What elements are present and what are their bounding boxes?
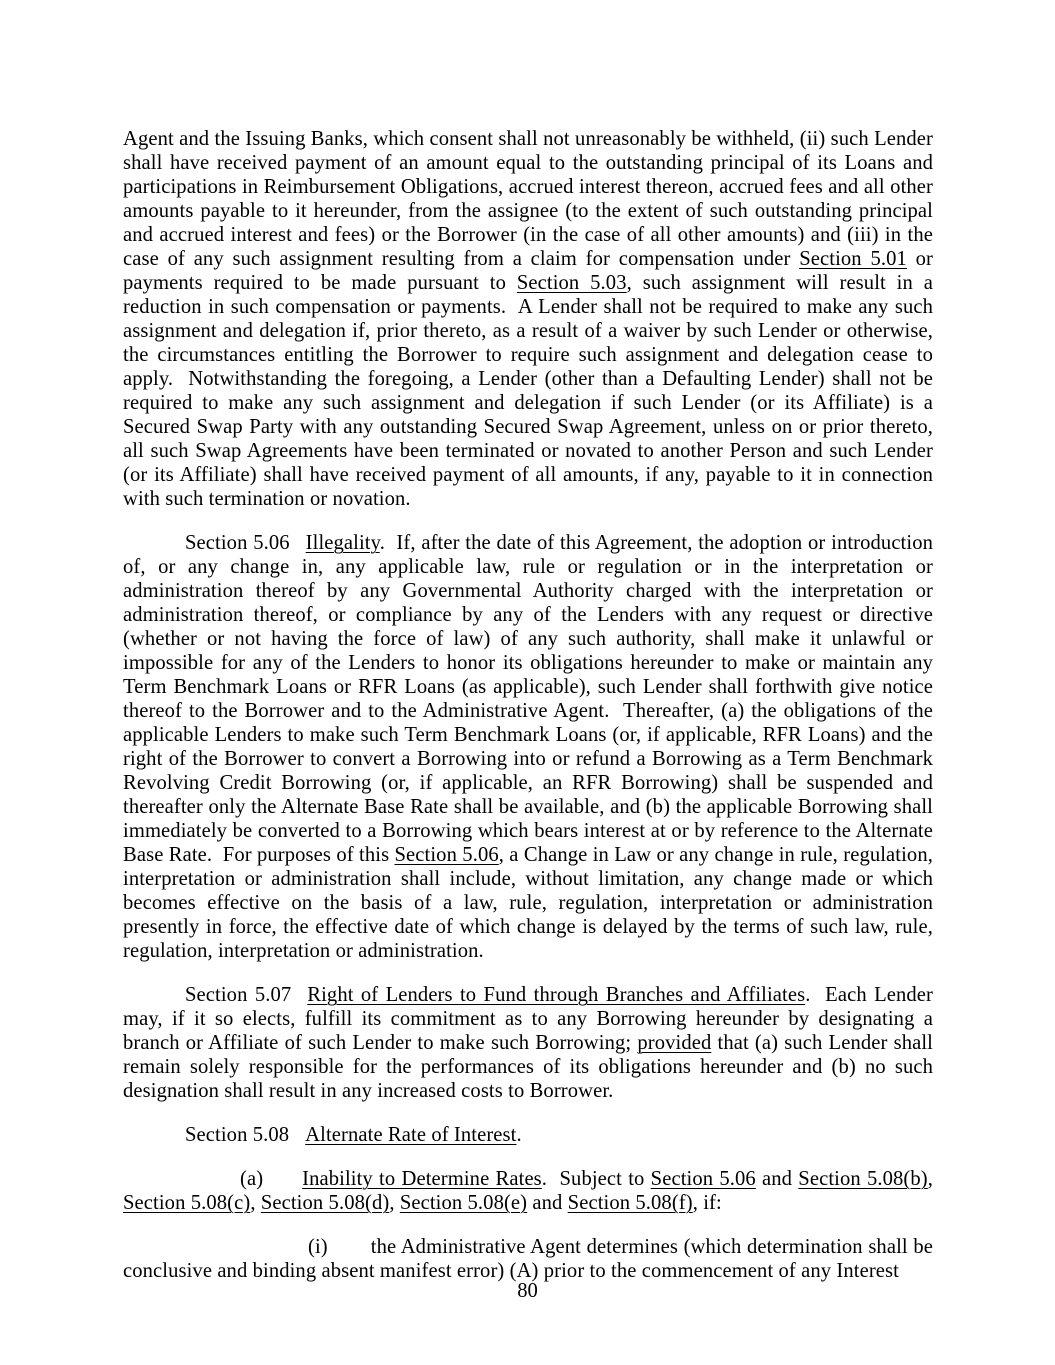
underlined-text-segment: Section 5.08(c) — [123, 1192, 251, 1214]
underlined-text-segment: Section 5.06 — [394, 844, 499, 866]
tab-space — [291, 1000, 307, 1001]
text-segment: that (a) such Lender shall remain solely responsible for the performances of its obligations hereunder and (b) no such designation shall result in any increased costs to Borrower. — [123, 1032, 933, 1102]
text-segment: Section 5.08 — [185, 1124, 290, 1146]
tab-space — [289, 1140, 305, 1141]
text-segment: , — [250, 1192, 261, 1214]
underlined-text-segment: Section 5.03 — [516, 272, 627, 294]
section-5-08-heading — [123, 1123, 933, 1147]
text-segment: (a) — [240, 1168, 264, 1190]
underlined-text-segment: Section 5.08(f) — [567, 1192, 693, 1214]
text-segment: , such assignment will result in a reduction in such compensation or payments. A Lender shall not be required to make any such assignment and delegation if, prior thereto, as a result of a waiver by such Lender or otherwise, the circumstances entitling the Borrower to require such assignment and delegation cease to apply. Notwithstanding the foregoing, a Lender (other than a Defaulting Lender) shall not be required to make any such assignment and delegation if such Lender (or its Affiliate) is a Secured Swap Party with any outstanding Secured Swap Agreement, unless on or prior thereto, all such Swap Agreements have been terminated or novated to another Person and such Lender (or its Affiliate) shall have received payment of all amounts, if any, payable to it in connection with such termination or novation. — [123, 272, 933, 510]
text-segment: Section 5.07 — [185, 984, 292, 1006]
document-body — [123, 127, 933, 1303]
clause-i-paragraph — [123, 1235, 933, 1283]
text-segment: . Each Lender may, if it so elects, fulfill its commitment as to any Borrowing hereunder by designating a branch or Affiliate of such Lender to make such Borrowing; — [123, 984, 933, 1054]
text-segment: , — [389, 1192, 400, 1214]
text-segment: and — [527, 1192, 568, 1214]
text-segment: . Subject to — [541, 1168, 651, 1190]
underlined-text-segment: Section 5.08(d) — [260, 1192, 390, 1214]
text-segment: , a Change in Law or any change in rule, regulation, interpretation or administration shall include, without limitation, any change made or which becomes effective on the basis of a law, rule, regulation, interpretation or administration presently in force, the effective date of which change is delayed by the terms of such law, rule, regulation, interpretation or administration. — [123, 844, 933, 962]
underlined-text-segment: Section 5.01 — [799, 248, 907, 270]
text-segment: and — [755, 1168, 799, 1190]
subsection-a-paragraph — [123, 1167, 933, 1215]
text-segment: (i) — [308, 1236, 328, 1258]
underlined-text-segment: Section 5.08(b) — [798, 1168, 928, 1190]
text-segment: , — [927, 1168, 933, 1190]
underlined-text-segment: Alternate Rate of Interest — [305, 1124, 517, 1146]
underlined-text-segment: Right of Lenders to Fund through Branches and Affiliates — [307, 984, 806, 1006]
underlined-text-segment: Section 5.08(e) — [399, 1192, 528, 1214]
text-segment: or payments required to be made pursuant to — [123, 248, 933, 294]
continuation-paragraph — [123, 127, 933, 511]
underlined-text-segment: provided — [637, 1032, 712, 1054]
tab-space — [263, 1184, 302, 1185]
tab-space — [328, 1252, 371, 1253]
page-number: 80 — [517, 1280, 538, 1302]
text-segment: . — [516, 1124, 522, 1146]
text-segment: . If, after the date of this Agreement, the adoption or introduction of, or any change in, any applicable law, rule or regulation or in the interpretation or administration thereof by any Governmental Authority charged with the interpretation or administration thereof, or compliance by any of the Lenders with any request or directive (whether or not having the force of law) of any such authority, shall make it unlawful or impossible for any of the Lenders to honor its obligations hereunder to make or maintain any Term Benchmark Loans or RFR Loans (as applicable), such Lender shall forthwith give notice thereof to the Borrower and to the Administrative Agent. Thereafter, (a) the obligations of the applicable Lenders to make such Term Benchmark Loans (or, if applicable, RFR Loans) and the right of the Borrower to convert a Borrowing into or refund a Borrowing as a Term Benchmark Revolving Credit Borrowing (or, if applicable, an RFR Borrowing) shall be suspended and thereafter only the Alternate Base Rate shall be available, and (b) the applicable Borrowing shall immediately be converted to a Borrowing which bears interest at or by reference to the Alternate Base Rate. For purposes of this — [123, 532, 933, 866]
text-segment: the Administrative Agent determines (which determination shall be conclusive and binding absent manifest error) (A) prior to the commencement of any Interest — [123, 1236, 933, 1282]
underlined-text-segment: Illegality — [305, 532, 380, 554]
underlined-text-segment: Inability to Determine Rates — [302, 1168, 542, 1190]
text-segment: , if: — [692, 1192, 722, 1214]
text-segment: Section 5.06 — [185, 532, 290, 554]
underlined-text-segment: Section 5.06 — [650, 1168, 756, 1190]
section-5-07-paragraph — [123, 983, 933, 1103]
text-segment: Agent and the Issuing Banks, which consent shall not unreasonably be withheld, (ii) such Lender shall have received payment of an amount equal to the outstanding principal of its Loans and participations in Reimbursement Obligations, accrued interest thereon, accrued fees and all other amounts payable to it hereunder, from the assignee (to the extent of such outstanding principal and accrued interest and fees) or the Borrower (in the case of all other amounts) and (iii) in the case of any such assignment resulting from a claim for compensation under — [123, 128, 933, 270]
tab-space — [290, 548, 306, 549]
section-5-06-paragraph — [123, 531, 933, 963]
